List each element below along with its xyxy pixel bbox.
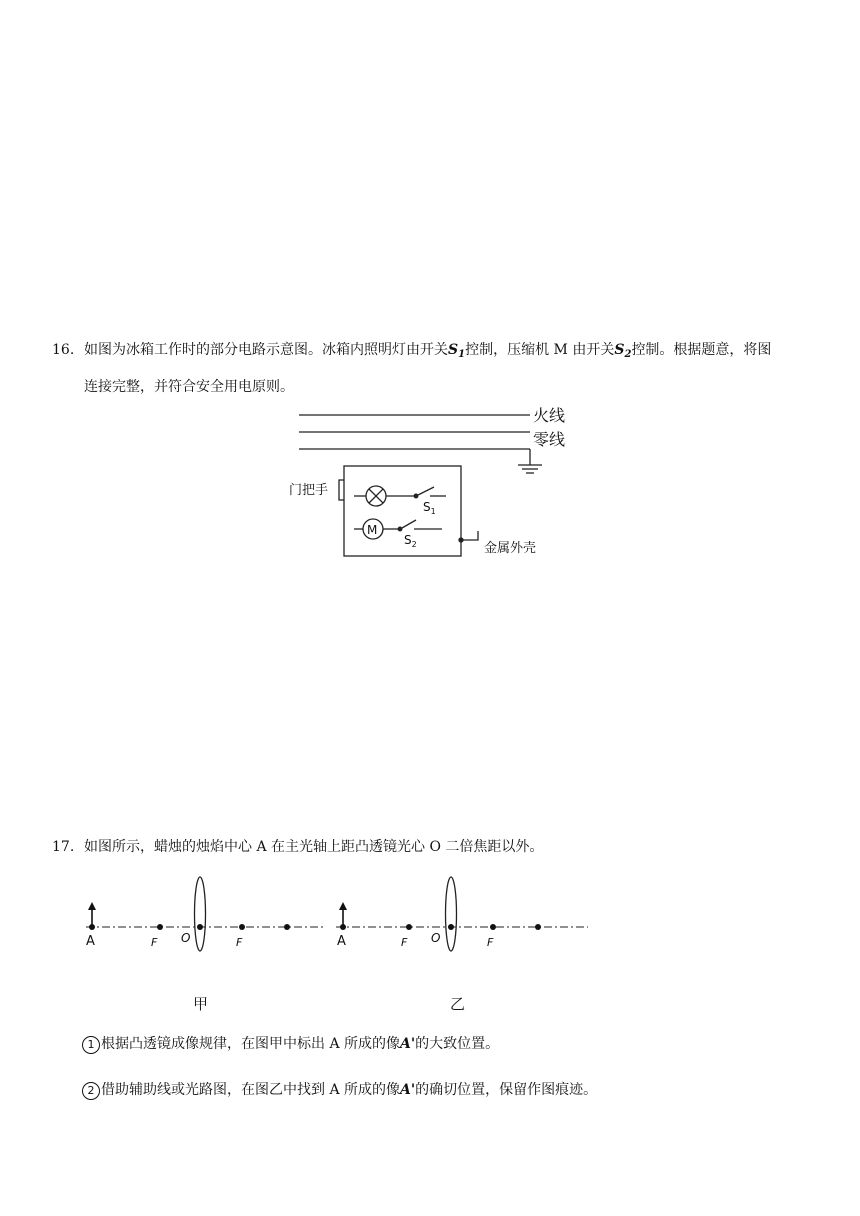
switch-s2-symbol: $S_2$ [614, 342, 632, 360]
ground-icon [518, 465, 542, 473]
question-text-line1: 如图为冰箱工作时的部分电路示意图。冰箱内照明灯由开关$S_1$控制，压缩机 M 由开关$S_2$控制。根据题意，将图 [84, 342, 772, 360]
door-handle-label: 门把手 [289, 483, 329, 498]
sub-question-1: 1 根据凸透镜成像规律，在图甲中标出 A 所成的像A'的大致位置。 [82, 1034, 499, 1054]
image-point-symbol: A' [400, 1082, 416, 1098]
caption-jia: 甲 [193, 995, 209, 1013]
question-text: 如图所示，蜡烛的烛焰中心 A 在主光轴上距凸透镜光心 O 二倍焦距以外。 [84, 839, 544, 855]
sub-question-2: 2 借助辅助线或光路图，在图乙中找到 A 所成的像A'的确切位置，保留作图痕迹。 [82, 1080, 597, 1100]
point-a-right: A [337, 934, 346, 949]
center-right: O [431, 931, 441, 945]
center-left: O [181, 931, 191, 945]
optics-figure-left [86, 877, 325, 951]
shell-lead [461, 531, 478, 540]
lamp-icon [366, 486, 386, 506]
switch-s1-symbol: $S_1$ [448, 342, 466, 360]
motor-label: M [367, 523, 378, 537]
optics-figure-right [336, 877, 588, 951]
motor-icon [363, 519, 383, 539]
fire-wire-label: 火线 [533, 406, 566, 425]
door-handle-shape [339, 480, 344, 500]
question-number: 16. [52, 342, 75, 358]
focus-right-2: F [487, 936, 494, 949]
question-number: 17. [52, 839, 75, 855]
neutral-wire-label: 零线 [533, 430, 566, 449]
point-a-left: A [86, 934, 95, 949]
circled-number-2: 2 [82, 1082, 100, 1100]
convex-lens-left [195, 877, 206, 951]
s1-label: $S_1$ [423, 500, 436, 516]
metal-shell-label: 金属外壳 [484, 541, 537, 556]
focus-left-1: F [151, 936, 158, 949]
caption-yi: 乙 [450, 995, 466, 1013]
question-16-line2: 连接完整，并符合安全用电原则。 [84, 379, 294, 395]
focus-right-1: F [401, 936, 408, 949]
switch-s2-blade [402, 520, 416, 528]
fridge-box [344, 466, 461, 556]
circled-number-1: 1 [82, 1036, 100, 1054]
focus-left-2: F [236, 936, 243, 949]
image-point-symbol: A' [400, 1036, 416, 1052]
convex-lens-right [446, 877, 457, 951]
s2-label: $S_2$ [404, 533, 417, 549]
switch-s1-blade [418, 487, 434, 495]
